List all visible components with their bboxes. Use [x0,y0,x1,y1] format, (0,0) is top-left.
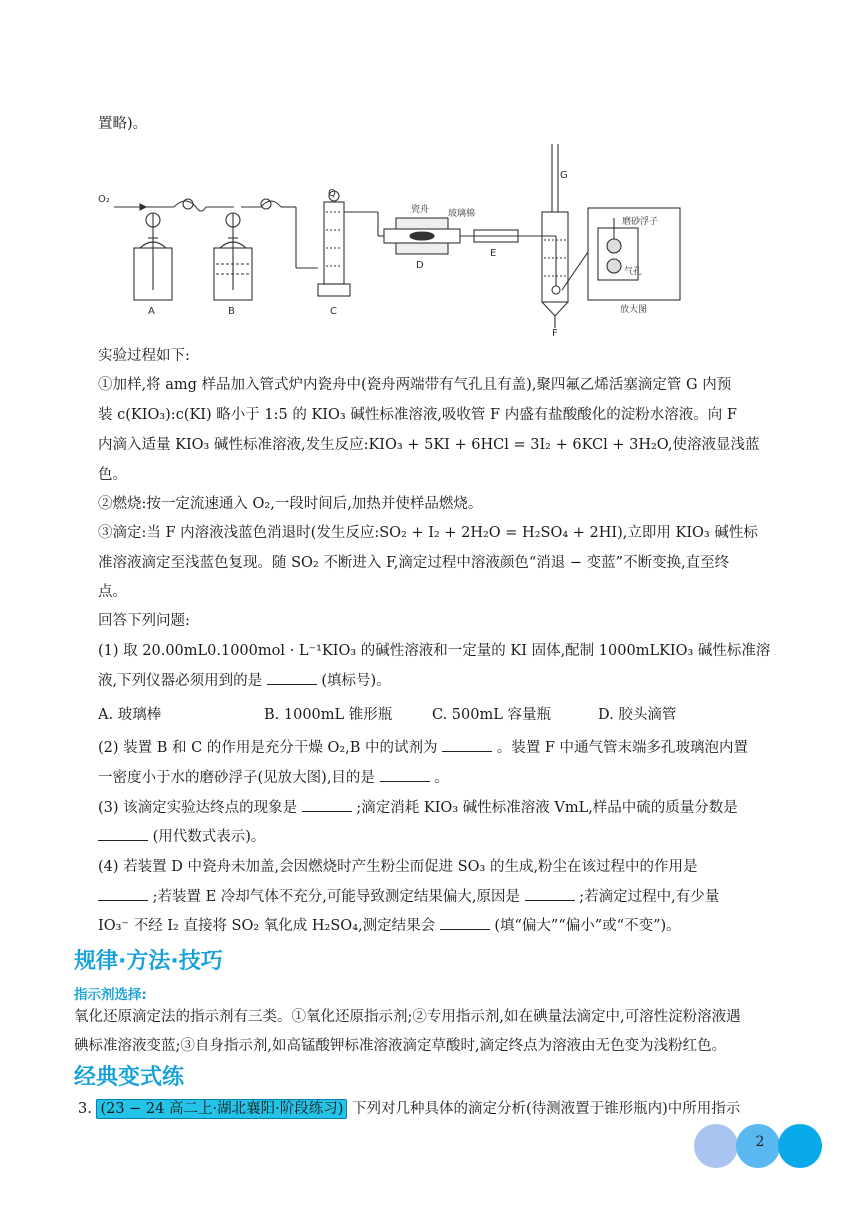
question3-line1 [98,794,798,823]
question3-line2 [98,823,798,852]
label-e: E [490,248,497,259]
q3-text-a: (3) 该滴定实验达终点的现象是 [98,800,298,816]
step1-line1: ①加样,将 amg 样品加入管式炉内瓷舟中(瓷舟两端带有气孔且有盖),聚四氟乙烯活塞滴定管 G 内预 [98,377,732,393]
question4-line3 [98,912,798,941]
answer-blank[interactable] [98,886,148,901]
apparatus-diagram [96,140,696,340]
option-d: D. 胶头滴管 [598,707,677,723]
answer-blank[interactable] [267,670,317,685]
source-tag[interactable]: (23 − 24 高二上·湖北襄阳·阶段练习) [96,1099,347,1119]
step1-line2: 装 c(KIO₃):c(KI) 略小于 1:5 的 KIO₃ 碱性标准溶液,吸收管 F 内盛有盐酸酸化的淀粉水溶液。向 F [98,407,737,423]
answer-blank[interactable] [440,915,490,930]
question3-intro [78,1095,808,1124]
question-number: 3. [78,1101,92,1117]
step3-line3: 点。 [98,584,127,600]
q4-text-d: (填“偏大”“偏小”或“不变”)。 [494,918,681,934]
answer-blank[interactable] [302,797,352,812]
option-b: B. 1000mL 锥形瓶 [264,707,393,723]
label-float: 磨砂浮子 [622,217,659,227]
answer-blank[interactable] [380,767,430,782]
circle-decor [694,1124,738,1168]
q3-text-c: (用代数式表示)。 [152,829,266,845]
label-d: D [416,260,424,271]
page-number: 2 [755,1134,765,1150]
indicator-line1: 氧化还原滴定法的指示剂有三类。①氧化还原指示剂;②专用指示剂,如在碘量法滴定中,可溶性淀粉溶液遇 [74,1009,741,1025]
option-a: A. 玻璃棒 [98,707,162,723]
step2: ②燃烧:按一定流速通入 O₂,一段时间后,加热并使样品燃烧。 [98,496,483,512]
question4-line1: (4) 若装置 D 中瓷舟未加盖,会因燃烧时产生粉尘而促进 SO₃ 的生成,粉尘在该过程中的作用是 [98,859,698,875]
question2-line1 [98,734,798,763]
q4-text-c: IO₃⁻ 不经 I₂ 直接将 SO₂ 氧化成 H₂SO₄,测定结果会 [98,918,436,934]
indicator-title: 指示剂选择: [74,987,147,1003]
q1-text-b: (填标号)。 [321,673,391,689]
section-title-practice: 经典变式练 [74,1065,185,1090]
indicator-line2: 碘标准溶液变蓝;③自身指示剂,如高锰酸钾标准溶液滴定草酸时,滴定终点为溶液由无色变为浅粉红色。 [74,1038,727,1054]
answer-blank[interactable] [525,886,575,901]
step3-line1: ③滴定:当 F 内溶液浅蓝色消退时(发生反应:SO₂ + I₂ + 2H₂O = H₂SO₄ + 2HI),立即用 KIO₃ 碱性标 [98,525,758,541]
process-title: 实验过程如下: [98,348,190,364]
label-hole: 气孔 [624,267,643,277]
option-c: C. 500mL 容量瓶 [432,707,551,723]
answer-blank[interactable] [442,737,492,752]
label-q: Q [328,188,336,199]
circle-decor [778,1124,822,1168]
answer-title: 回答下列问题: [98,613,190,629]
label-c: C [330,306,337,317]
question3-text: 下列对几种具体的滴定分析(待测液置于锥形瓶内)中所用指示 [351,1101,741,1117]
answer-blank[interactable] [98,826,148,841]
label-f: F [552,328,558,339]
label-furnace: 玻璃棉 [448,209,476,219]
label-b: B [228,306,235,317]
label-zoom: 放大图 [620,305,648,315]
q2-text-b: 。装置 F 中通气管末端多孔玻璃泡内置 [496,740,749,756]
q2-text-d: 。 [434,770,449,786]
q3-text-b: ;滴定消耗 KIO₃ 碱性标准溶液 VmL,样品中硫的质量分数是 [356,800,738,816]
label-a: A [148,306,155,317]
step1-line4: 色。 [98,467,127,483]
question1-line2 [98,667,798,696]
question4-line2 [98,883,798,912]
q1-text-a: 液,下列仪器必须用到的是 [98,673,263,689]
question1-line1: (1) 取 20.00mL0.1000mol · L⁻¹KIO₃ 的碱性溶液和一定量的 KI 固体,配制 1000mLKIO₃ 碱性标准溶 [98,643,771,659]
question2-line2 [98,764,798,793]
step1-line3: 内滴入适量 KIO₃ 碱性标准溶液,发生反应:KIO₃ + 5KI + 6HCl = 3I₂ + 6KCl + 3H₂O,使溶液显浅蓝 [98,437,760,453]
q4-text-a: ;若装置 E 冷却气体不充分,可能导致测定结果偏大,原因是 [152,889,521,905]
continuation-text: 置略)。 [98,116,148,132]
q2-text-c: 一密度小于水的磨砂浮子(见放大图),目的是 [98,770,375,786]
label-boat: 瓷舟 [411,205,430,215]
q2-text-a: (2) 装置 B 和 C 的作用是充分干燥 O₂,B 中的试剂为 [98,740,438,756]
step3-line2: 准溶液滴定至浅蓝色复现。随 SO₂ 不断进入 F,滴定过程中溶液颜色“消退 − 变蓝”不断变换,直至终 [98,555,730,571]
label-g: G [560,170,568,181]
section-title-methods: 规律·方法·技巧 [74,949,223,974]
label-o2: O₂ [98,194,110,205]
q4-text-b: ;若滴定过程中,有少量 [579,889,720,905]
